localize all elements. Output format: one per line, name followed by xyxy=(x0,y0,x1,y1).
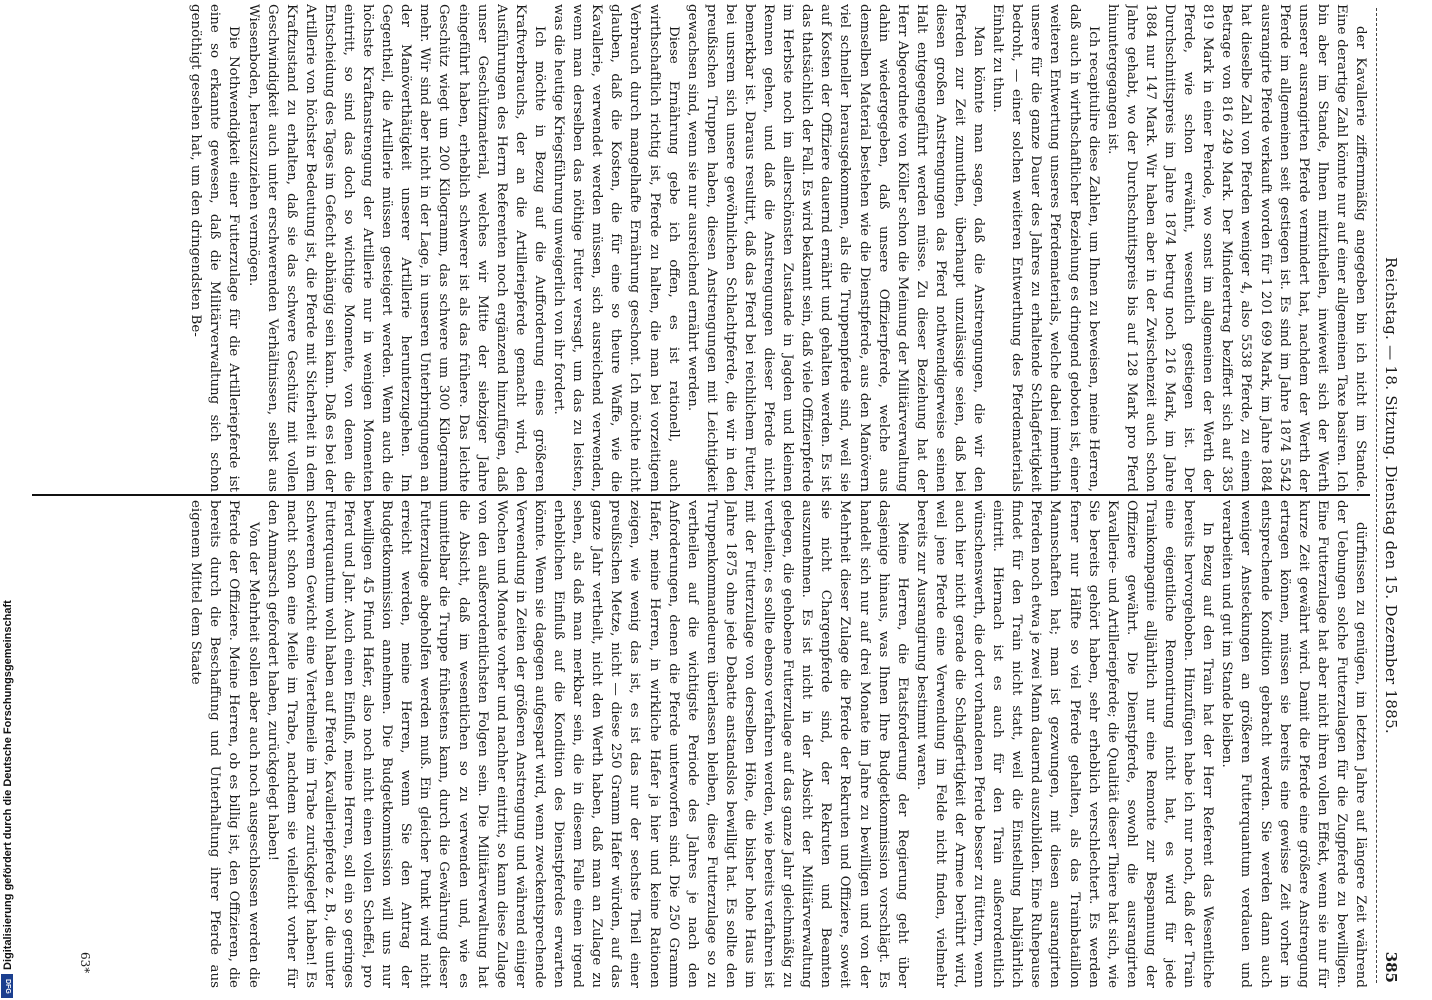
page-number: 385 xyxy=(1382,951,1400,983)
paragraph: In Bezug auf den Train hat der Herr Referent das Wesentliche bereits hervorgehoben. Hinzufügen habe ich nur noch, daß der Train eine eigentliche Remontirung nicht hat, es wird für jede Trainkompagnie alljährlich nur eine Remonte zur Bespannung der Offiziere gewährt. Die Dienstpferde, sowohl die ausrangirten Kavallerie- und Artilleriepferde; die Qualität dieser Thiere hat sich, wie Sie bereits gehört haben, sehr erheblich verschlechtert. Es werden ferner nur Hälfte so viel Pferde gehalten, als das Trainbataillon Mannschaften hat; man ist gezwungen, mit diesen ausrangirten Pferden noch etwa je zwei Mann dauernd auszubilden. Eine Ruhepause findet für den Train nicht statt, weil die Einstellung halbjährlich eintritt. Hiernach ist es auch für den Train außerordentlich wünschenswerth, die dort vorhandenen Pferde besser zu füttern, wenn auch hier nicht gerade die Schlagfertigkeit der Armee berührt wird, weil jene Pferde eine Verwendung im Felde nicht finden, vielmehr bereits zur Ausrangirung bestimmt waren. xyxy=(913,500,1216,988)
paragraph: der Kavallerie ziffernmäßig angegeben bin ich nicht im Stande. Eine derartige Zahl könnte nur auf einer allgemeinen Taxe basiren. Ich bin aber im Stande, Ihnen mitzutheilen, inwieweit sich der Werth unserer ausrangirten Pferde vermindert hat, nachdem der Werth der Pferde im allgemeinen seit gestiegen ist. Es sind im Jahre 1874 5542 ausrangirte Pferde verkauft worden für 1 201 699 Mark, im Jahre 1884 hat dieselbe Zahl von Pferden weniger 4, also 5538 Pferde, zu einem Betrage von 816 249 Mark. Der Minderertrag beziffert sich auf 385 819 Mark in einer Periode, wo sonst im allgemeinen der Werth der Pferde, wie schon erwähnt, wesentlich gestiegen ist. Der Durchschnittspreis im Jahre 1874 betrug noch 216 Mark, im Jahre 1884 nur 147 Mark. Wir haben aber in der Zwischenzeit auch schon Jahre gehabt, wo der Durchschnittspreis bis auf 128 Mark pro Pferd hinuntergegangen ist. xyxy=(1104,4,1368,492)
paragraph: Die Nothwendigkeit einer Futterzulage für die Artilleriepferde ist eine so erkannte gewesen, daß die Militärverwaltung sich schon genöthigt gesehen hat, um den dringendsten Be- xyxy=(188,4,242,492)
header-title: Reichstag. — 18. Sitzung. Dienstag den 15. Dezember 1885. xyxy=(1382,257,1400,734)
paragraph: Diese Ernährung gebe ich offen, es ist rationell, auch wirthschaftlich richtig ist, Pferde zu halten, die man bei vorzeitigem Verbrauch durch mangelhafte Ernährung geschont. Ich möchte nicht glauben, daß die Kosten, die für eine so theure Waffe, wie die Kavallerie, verwendet werden müssen, sich ausreichend verwenden, wenn man derselben das nöthige Futter versagt, um das zu leisten, was die heutige Kriegsführung unweigerlich von ihr fordert. xyxy=(551,4,681,492)
paragraph: Meine Herren, die Etatsforderung der Regierung geht über dasjenige hinaus, was Ihnen Ihre Budgetkommission vorschlägt. Es handelt sich nur auf drei Monate im Jahre zu bewilligen und von der Mehrheit dieser Zulage die Pferde der Rekruten und Offiziere, soweit sie nicht Chargenpferde sind, der Rekruten und Beamten auszunehmen. Es ist nicht in der Absicht der Militärverwaltung gelegen, die gehobene Futterzulage auf das ganze Jahr gleichmäßig zu vertheilen; es sollte ebenso verfahren werden, wie bereits verfahren ist mit der Futterzulage von derselben Höhe, die bisher hohe Haus im Jahre 1875 ohne jede Debatte anstandslos bewilligt hat. Es sollte den Truppenkommandeuren überlassen bleiben, diese Futterzulage so zu vertheilen auf die wichtigste Periode des Jahres je nach den Anforderungen, denen die Pferde unterworfen sind. Die 250 Gramm Hafer, meine Herren, in wirkliche Hafer ja hier und keine Rationen zeigen, wie wenig das ist, es ist das nur der sechste Theil einer preußischen Metze, nicht — diese 250 Gramm Hafer würden, auf das ganze Jahr vertheilt, nicht den Werth haben, daß man an Zulage zu sehen, als daß man merkbar sein, die in diesem Falle einen irgend erheblichen Einfluß auf die Kondition des Dienstpferdes erwarten könnte. Wenn sie dagegen aufgespart wird, wenn zweckentsprechende Verwendung in Zeiten der größeren Anstrengung und während einiger Wochen und Monate vorher und nachher eintritt, so kann diese Zulage von den außerordentlichsten Folgen sein. Die Militärverwaltung hat die Absicht, daß im wesentlichen so zu verwenden und, wie es unmittelbar die Truppe frühestens kann, durch die Gewährung dieser Futterzulage abgeholfen werden muß. Ein gleicher Punkt wird nicht erreicht werden, meine Herren, wenn Sie den Antrag der Budgetkommission annehmen. Die Budgetkommission will uns nur bewilligen 45 Pfund Hafer, also noch nicht einen vollen Scheffel, pro Pferd und Jahr. Auch einen Einfluß, meine Herren, soll ein so geringes Futterquantum wohl haben auf Pferde, Kavalleriepferde z. B., die unter schwerem Gewicht eine Viertelmeile im Trabe zurückgelegt haben! Es macht schon eine Meile im Trabe, nachdem sie vielleicht vorher für den Anmarsch gefordert haben, zurückgelegt haben! xyxy=(264,500,910,988)
paragraph: Von der Mehrheit sollen aber auch noch ausgeschlossen werden die Pferde der Offiziere. Meine Herren, ob es billig ist, den Offizieren, die bereits durch die Beschaffung und Unterhaltung ihrer Pferde aus eigenem Mittel dem Staate xyxy=(188,500,261,988)
text-column-left xyxy=(30,4,1370,492)
paragraph: Ich recapitulire diese Zahlen, um Ihnen zu beweisen, meine Herren, daß auch in wirthschaftlicher Beziehung es dringend geboten ist, einer weiteren Entwertung unseres Pferdematerials, welche dabei immerhin unsere für die ganze Dauer des Jahres zu erhaltende Schlagfertigkeit bedroht, — einer solchen weiteren Entwerthung des Pferdematerials Einhalt zu thun. xyxy=(990,4,1101,492)
credit-text: Digitalisierung gefördert durch die Deutsche Forschungsgemeinschaft xyxy=(2,600,14,970)
signature-mark: 63* xyxy=(78,952,92,974)
text-column-right xyxy=(30,500,1370,988)
header-rule xyxy=(1376,8,1377,983)
paragraph: Ich möchte in Bezug auf die Aufforderung eines größeren Kraftverbrauchs, der an die Artilleriepferde gemacht wird, den Ausführungen des Herrn Referenten noch ergänzend hinzufügen, daß unser Geschützmaterial, welches wir Mitte der siebziger Jahre eingeführt haben, erheblich schwerer ist als das frühere. Das leichte Geschütz wiegt um 200 Kilogramm, das schwere um 300 Kilogramm mehr. Wir sind aber nicht in der Lage, in unseren Unterbringungen an der Manöverthätigkeit unserer Artillerie herunterzugehen. Im Gegentheil, die Artillerie müssen gesteigert werden. Wenn auch die höchste Kraftanstrengung der Artillerie nur in wenigen Momenten eintritt, so sind das doch so wichtige Momente, von denen die Entscheidung des Tages im Gefecht abhängig sein kann. Daß es bei der Artillerie von höchster Bedeutung ist, die Pferde mit Sicherheit in dem Kraftzustand zu erhalten, daß sie das schwere Geschütz mit vollen Geschwindigkeit auch unter erschwerenden Verhältnissen, selbst aus Wiesenboden, herauszuziehen vermögen. xyxy=(245,4,547,492)
digitization-credit-strip xyxy=(0,0,14,1000)
column-divider xyxy=(32,494,1370,496)
paragraph: dürfnissen zu genügen, im letzten Jahre auf längere Zeit während der Uebungen solche Futterzulagen für die Zugpferde zu bewilligen. Eine Futterzulage hat aber nicht ihren vollen Effekt, wenn sie nur für kurze Zeit gewährt wird. Damit die Pferde eine größere Anstrengung ertragen können, müssen sie bereits eine gewisse Zeit vorher in entsprechende Kondition gebracht werden. Sie werden dann auch weniger Ansteckungen an größeren Futterquantum verdauen und verarbeiten und gut im Stande bleiben. xyxy=(1219,500,1368,988)
running-header xyxy=(1380,8,1402,983)
paragraph: Man könnte man sagen, daß die Anstrengungen, die wir den Pferden zur Zeit zumuthen, überhaupt unzulässige seien, daß bei diesen großen Anstrengungen das Pferd nothwendigerweise seinen Halt entgegengeführt werden müsse. Zu dieser Beziehung hat der Herr Abgeordnete von Köller schon die Meinung der Militärverwaltung dahin wiedergegeben, daß unsere Offizierpferde, welche aus demselben Material bestehen wie die Dienstpferde, aus den Manövern viel schneller herausgekommen, als die Truppenpferde sind, weil sie auf Kosten der Offiziere dauernd ernährt und gehalten werden. Es ist das thatsächlich der Fall. Es wird bekannt sein, daß viele Offizierpferde im Herbste noch im allerschönsten Zustande in Jagden und kleinen Rennen gehen, und daß die Anstrengungen dieser Pferde nicht bemerkbar ist. Daraus resultirt, daß das Pferd bei reichlichem Futter, bei unsrem sich unsere gewöhnlichen Schlachtpferde, die wir in den preußischen Truppen haben, diesen Anstrengungen mit Leichtigkeit gewachsen sind, wenn sie nur ausreichend ernährt werden. xyxy=(684,4,987,492)
dfg-logo: DFG xyxy=(1,974,13,998)
